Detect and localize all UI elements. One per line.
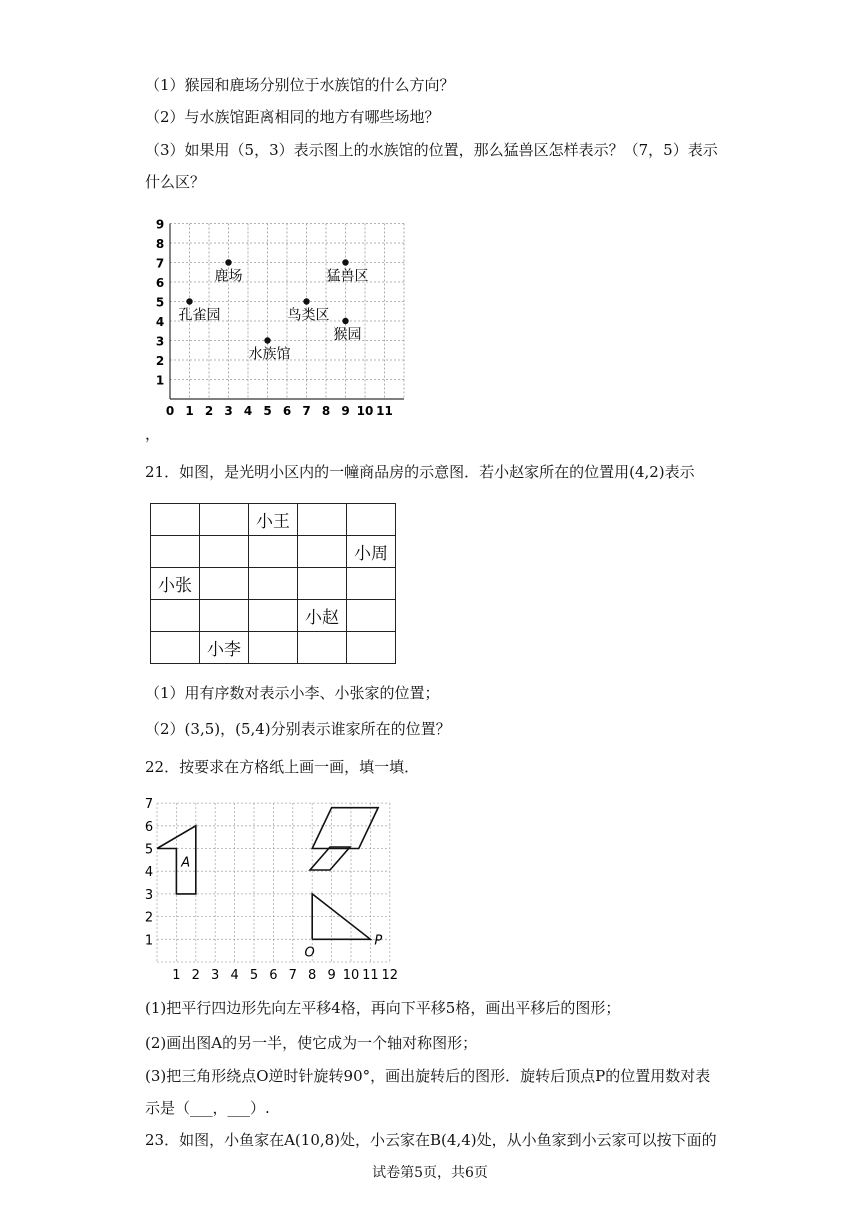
map-x-tick: 2 xyxy=(204,404,214,418)
q22-sub1: (1)把平行四边形先向左平移4格，再向下平移5格，画出平移后的图形； xyxy=(145,999,621,1017)
map-place-dot xyxy=(264,337,270,343)
grid22-y-tick: 6 xyxy=(144,819,154,835)
building-grid xyxy=(150,503,396,664)
building-grid-cell xyxy=(151,600,200,632)
building-grid-cell xyxy=(200,536,249,568)
building-grid-cell xyxy=(298,504,347,536)
building-grid-cell xyxy=(249,568,298,600)
grid22-x-tick: 10 xyxy=(342,968,360,982)
map-place-dot xyxy=(225,259,231,265)
building-grid-cell: 小周 xyxy=(347,536,396,568)
grid22-y-tick: 1 xyxy=(144,933,154,949)
grid22-x-tick: 9 xyxy=(327,968,336,982)
map-y-tick: 5 xyxy=(155,295,165,310)
q20-sub1: （1）猴园和鹿场分别位于水族馆的什么方向？ xyxy=(145,76,455,94)
map-x-tick: 10 xyxy=(356,404,374,418)
grid22-x-tick: 1 xyxy=(172,968,181,982)
q21-sub1: （1）用有序数对表示小李、小张家的位置； xyxy=(145,684,440,702)
q22-sub3-line1: (3)把三角形绕点O逆时针旋转90°，画出旋转后的图形．旋转后顶点P的位置用数对表 xyxy=(145,1067,711,1085)
building-grid-cell xyxy=(200,568,249,600)
grid22-x-tick: 11 xyxy=(362,968,379,982)
building-grid-cell xyxy=(347,632,396,664)
building-grid-cell xyxy=(347,504,396,536)
map-place-dot xyxy=(186,298,192,304)
q21-stem: 21．如图，是光明小区内的一幢商品房的示意图．若小赵家所在的位置用(4,2)表示 xyxy=(145,463,695,481)
map-place-label: 鸟类区 xyxy=(287,307,330,324)
grid22-x-tick: 5 xyxy=(249,968,259,982)
map-x-tick: 1 xyxy=(185,404,194,418)
q20-sub3-line1: （3）如果用（5，3）表示图上的水族馆的位置，那么猛兽区怎样表示？（7，5）表示 xyxy=(145,141,718,159)
map-y-tick: 6 xyxy=(155,276,165,290)
q21-sub2: （2）(3,5)，(5,4)分别表示谁家所在的位置？ xyxy=(145,720,451,738)
q22-sub2: (2)画出图A的另一半，使它成为一个轴对称图形； xyxy=(145,1034,478,1052)
building-grid-cell: 小李 xyxy=(200,632,249,664)
parallelogram-shape xyxy=(310,847,350,870)
building-grid-cell: 小王 xyxy=(249,504,298,536)
map-y-tick: 1 xyxy=(155,373,165,388)
building-grid-cell xyxy=(347,568,396,600)
grid22-x-tick: 4 xyxy=(230,968,239,982)
map-x-tick: 0 xyxy=(165,404,175,418)
map-x-tick: 4 xyxy=(243,404,253,418)
point-o-label: O xyxy=(304,945,315,961)
map-x-tick: 6 xyxy=(282,404,292,418)
grid22-x-tick: 8 xyxy=(308,968,317,982)
building-grid-row xyxy=(151,600,396,632)
map-x-tick: 7 xyxy=(302,404,311,418)
building-grid-cell xyxy=(249,632,298,664)
page-footer: 试卷第5页，共6页 xyxy=(372,1165,488,1181)
map-place-label: 孔雀园 xyxy=(178,307,221,324)
building-grid-cell xyxy=(249,536,298,568)
building-grid-row xyxy=(151,504,396,536)
building-grid-cell: 小赵 xyxy=(298,600,347,632)
building-grid-cell xyxy=(151,504,200,536)
building-grid-row xyxy=(151,568,396,600)
grid22-x-tick: 3 xyxy=(211,968,220,982)
shape-a-label: A xyxy=(181,855,191,871)
grid22-x-tick: 12 xyxy=(381,968,399,982)
building-grid-cell xyxy=(151,632,200,664)
grid22-y-tick: 2 xyxy=(144,910,154,926)
building-grid-cell xyxy=(200,600,249,632)
building-grid-cell xyxy=(298,568,347,600)
parallelogram xyxy=(312,808,378,849)
q23-stem: 23．如图，小鱼家在A(10,8)处，小云家在B(4,4)处，从小鱼家到小云家可以按下面的 xyxy=(145,1131,717,1149)
map-x-tick: 5 xyxy=(263,404,272,418)
building-grid-cell xyxy=(151,536,200,568)
point-p-label: P xyxy=(374,933,383,949)
grid22-y-tick: 5 xyxy=(144,842,154,858)
building-grid-cell xyxy=(249,600,298,632)
map-y-tick: 7 xyxy=(155,256,165,271)
q20-sub2: （2）与水族馆距离相同的地方有哪些场地？ xyxy=(145,108,440,126)
map-place-dot xyxy=(342,259,348,265)
map-y-tick: 3 xyxy=(155,334,165,349)
q20-trailing-comma: ， xyxy=(145,425,161,443)
building-grid-row xyxy=(151,632,396,664)
q22-stem: 22．按要求在方格纸上画一画，填一填． xyxy=(145,758,420,776)
map-y-tick: 2 xyxy=(155,354,165,368)
grid22-x-tick: 6 xyxy=(269,968,278,982)
building-grid-cell xyxy=(298,632,347,664)
grid22-y-tick: 7 xyxy=(144,797,154,813)
map-place-label: 鹿场 xyxy=(214,268,243,285)
grid22-x-tick: 2 xyxy=(191,968,200,982)
map-x-tick: 3 xyxy=(224,404,233,418)
map-x-tick: 9 xyxy=(341,404,350,418)
q20-sub3-line2: 什么区？ xyxy=(145,173,206,191)
map-place-label: 猴园 xyxy=(333,327,362,343)
map-x-tick: 11 xyxy=(376,404,393,418)
building-grid-cell xyxy=(298,536,347,568)
map-y-tick: 4 xyxy=(155,315,165,329)
building-grid-cell xyxy=(200,504,249,536)
grid22-y-tick: 3 xyxy=(144,887,154,903)
building-grid-cell: 小张 xyxy=(151,568,200,600)
map-place-label: 水族馆 xyxy=(248,346,291,363)
map-x-tick: 8 xyxy=(321,404,331,418)
map-y-tick: 9 xyxy=(155,217,165,232)
map-place-dot xyxy=(342,318,348,324)
transform-grid xyxy=(140,792,410,982)
grid22-x-tick: 7 xyxy=(288,968,297,982)
building-grid-row xyxy=(151,536,396,568)
q22-sub3-line2: 示是（___，___）. xyxy=(145,1099,270,1117)
map-y-tick: 8 xyxy=(155,237,165,251)
grid22-y-tick: 4 xyxy=(144,865,154,881)
map-place-label: 猛兽区 xyxy=(326,268,369,285)
building-grid-cell xyxy=(347,600,396,632)
zoo-map xyxy=(140,212,430,422)
map-place-dot xyxy=(303,298,309,304)
